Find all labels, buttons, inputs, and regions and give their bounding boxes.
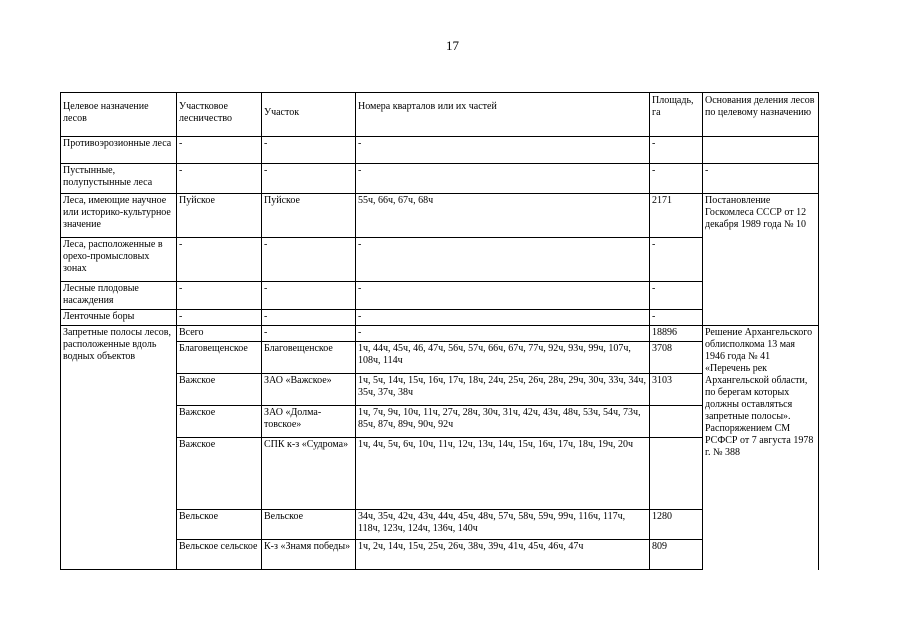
table-row bbox=[61, 326, 819, 342]
cell-district: - bbox=[177, 238, 262, 282]
cell-section: - bbox=[262, 238, 356, 282]
cell-section: Вельское bbox=[262, 510, 356, 540]
basis-decision: Решение Архангельского облисполкома 13 мая 1946 года № 41 «Перечень рек Архангельской области, по берегам которых должны оставляться запретные полосы». bbox=[705, 327, 813, 422]
cell-area: - bbox=[650, 282, 703, 310]
cell-area: 809 bbox=[650, 540, 703, 570]
header-section: Участок bbox=[262, 93, 356, 137]
cell-basis bbox=[703, 137, 819, 164]
cell-area bbox=[650, 406, 703, 438]
cell-district: Всего bbox=[177, 326, 262, 342]
header-district: Участковое лесничество bbox=[177, 93, 262, 137]
cell-area: - bbox=[650, 238, 703, 282]
header-area: Площадь, га bbox=[650, 93, 703, 137]
cell-basis-group2 bbox=[703, 326, 819, 570]
cell-area: 18896 bbox=[650, 326, 703, 342]
table-row bbox=[61, 137, 819, 164]
cell-district: - bbox=[177, 137, 262, 164]
cell-district: Важское bbox=[177, 438, 262, 510]
cell-quarters: - bbox=[356, 164, 650, 194]
basis-order: Распоряжением СМ РСФСР от 7 августа 1978 г. № 388 bbox=[705, 423, 814, 458]
cell-quarters: 1ч, 7ч, 9ч, 10ч, 11ч, 27ч, 28ч, 30ч, 31ч, 42ч, 43ч, 48ч, 53ч, 54ч, 73ч, 85ч, 87ч, 89ч, 90ч, 92ч bbox=[356, 406, 650, 438]
cell-basis: - bbox=[703, 164, 819, 194]
cell-area: - bbox=[650, 310, 703, 326]
cell-quarters: - bbox=[356, 137, 650, 164]
cell-quarters: 34ч, 35ч, 42ч, 43ч, 44ч, 45ч, 48ч, 57ч, 58ч, 59ч, 99ч, 116ч, 117ч, 118ч, 123ч, 124ч, 136ч, 140ч bbox=[356, 510, 650, 540]
cell-section: - bbox=[262, 310, 356, 326]
cell-section: - bbox=[262, 282, 356, 310]
cell-section: СПК к-з «Судрома» bbox=[262, 438, 356, 510]
cell-district: Важское bbox=[177, 406, 262, 438]
cell-purpose: Лесные плодовые насаждения bbox=[61, 282, 177, 310]
cell-quarters: 1ч, 5ч, 14ч, 15ч, 16ч, 17ч, 18ч, 24ч, 25ч, 26ч, 28ч, 29ч, 30ч, 33ч, 34ч, 35ч, 37ч, 38ч bbox=[356, 374, 650, 406]
cell-purpose: Леса, расположенные в орехо-промысловых зонах bbox=[61, 238, 177, 282]
cell-section: - bbox=[262, 137, 356, 164]
forest-purpose-table bbox=[60, 92, 819, 570]
cell-quarters: 1ч, 2ч, 14ч, 15ч, 25ч, 26ч, 38ч, 39ч, 41ч, 45ч, 46ч, 47ч bbox=[356, 540, 650, 570]
header-purpose: Целевое назначение лесов bbox=[61, 93, 177, 137]
cell-section: - bbox=[262, 326, 356, 342]
cell-basis-group1: Постановление Госкомлеса СССР от 12 декабря 1989 года № 10 bbox=[703, 194, 819, 326]
cell-quarters: - bbox=[356, 282, 650, 310]
cell-purpose: Леса, имеющие научное или историко-культурное значение bbox=[61, 194, 177, 238]
cell-district: Важское bbox=[177, 374, 262, 406]
cell-section: ЗАО «Важское» bbox=[262, 374, 356, 406]
cell-area: 3708 bbox=[650, 342, 703, 374]
cell-quarters: 55ч, 66ч, 67ч, 68ч bbox=[356, 194, 650, 238]
header-quarters: Номера кварталов или их частей bbox=[356, 93, 650, 137]
cell-section: Пуйское bbox=[262, 194, 356, 238]
cell-area: - bbox=[650, 164, 703, 194]
cell-purpose: Противоэрозионные леса bbox=[61, 137, 177, 164]
cell-district: Вельское сельское bbox=[177, 540, 262, 570]
cell-quarters: - bbox=[356, 326, 650, 342]
cell-purpose: Пустынные, полупустынные леса bbox=[61, 164, 177, 194]
cell-district: Вельское bbox=[177, 510, 262, 540]
table-row bbox=[61, 194, 819, 238]
cell-district: - bbox=[177, 282, 262, 310]
cell-quarters: 1ч, 4ч, 5ч, 6ч, 10ч, 11ч, 12ч, 13ч, 14ч, 15ч, 16ч, 17ч, 18ч, 19ч, 20ч bbox=[356, 438, 650, 510]
cell-quarters: - bbox=[356, 238, 650, 282]
cell-area: - bbox=[650, 137, 703, 164]
cell-section: Благовещенское bbox=[262, 342, 356, 374]
cell-purpose: Ленточные боры bbox=[61, 310, 177, 326]
cell-purpose-group2: Запретные полосы лесов, расположенные вдоль водных объектов bbox=[61, 326, 177, 570]
table-header-row bbox=[61, 93, 819, 137]
cell-district: - bbox=[177, 164, 262, 194]
cell-district: - bbox=[177, 310, 262, 326]
cell-section: ЗАО «Долма-товское» bbox=[262, 406, 356, 438]
cell-section: - bbox=[262, 164, 356, 194]
cell-quarters: 1ч, 44ч, 45ч, 46, 47ч, 56ч, 57ч, 66ч, 67ч, 77ч, 92ч, 93ч, 99ч, 107ч, 108ч, 114ч bbox=[356, 342, 650, 374]
table-row bbox=[61, 164, 819, 194]
cell-area: 2171 bbox=[650, 194, 703, 238]
cell-area: 3103 bbox=[650, 374, 703, 406]
cell-area bbox=[650, 438, 703, 510]
cell-section: К-з «Знамя победы» bbox=[262, 540, 356, 570]
page-number: 17 bbox=[446, 38, 459, 53]
cell-area: 1280 bbox=[650, 510, 703, 540]
cell-district: Пуйское bbox=[177, 194, 262, 238]
cell-quarters: - bbox=[356, 310, 650, 326]
header-basis: Основания деления лесов по целевому назначению bbox=[703, 93, 819, 137]
cell-district: Благовещенское bbox=[177, 342, 262, 374]
